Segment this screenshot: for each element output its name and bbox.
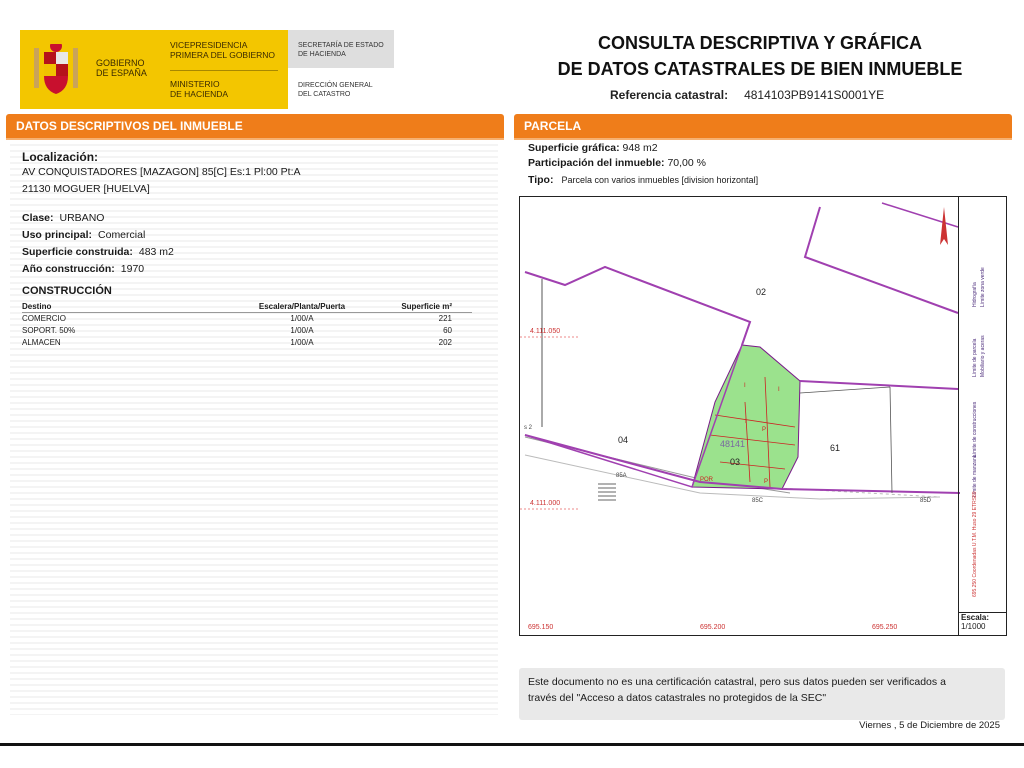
x-coordinate: 695.150: [528, 624, 554, 631]
disclaimer-notice: [519, 668, 1005, 720]
table-header: Destino: [22, 301, 212, 313]
map-svg: [520, 197, 1007, 636]
table-cell: 202: [438, 338, 452, 347]
sup-label: Superficie gráfica:: [528, 142, 620, 154]
table-cell: ALMACEN: [22, 338, 61, 347]
table-row: [22, 325, 472, 337]
unit-label: I: [745, 419, 747, 425]
reference-label: Referencia catastral:: [610, 88, 729, 102]
y-coordinate: 4.111.000: [530, 500, 561, 507]
bottom-border: [0, 743, 1024, 746]
map-legend: [972, 267, 986, 497]
construction-line: [800, 387, 892, 493]
localizacion-label: Localización:: [22, 150, 99, 164]
scale-label: Escala:: [961, 613, 990, 622]
legend-divider: [958, 196, 959, 636]
cadastral-map: [519, 196, 1007, 636]
tipo-row: [528, 174, 758, 186]
divider: [170, 70, 278, 71]
table-cell: COMERCIO: [22, 314, 66, 324]
ministerio-text: MINISTERIO DE HACIENDA: [170, 79, 229, 99]
table-header: Escalera/Planta/Puerta: [212, 301, 392, 313]
unit-label: POR: [700, 477, 714, 483]
table-cell: 1/00/A: [290, 314, 314, 324]
address-line-2: 21130 MOGUER [HUELVA]: [22, 183, 150, 195]
tipo-value: Parcela con varios inmuebles [division horizontal]: [561, 175, 759, 185]
superficie-row: [22, 246, 174, 258]
tipo-label: Tipo:: [528, 174, 554, 186]
unit-label: P: [764, 479, 769, 485]
table-cell: 1/00/A: [290, 326, 314, 335]
clase-row: [22, 212, 104, 224]
superficie-value: 483 m2: [138, 246, 174, 258]
street-number: s 2: [524, 425, 533, 431]
scale-value: 1/1000: [961, 622, 986, 631]
svg-text:695.250 Coordenadas U.T.M. Hus: 695.250 Coordenadas U.T.M. Huso 29 ETRS89: [972, 491, 978, 597]
gobierno-text: GOBIERNO DE ESPAÑA: [96, 58, 147, 78]
parcel-label: 61: [830, 443, 841, 453]
vicepresidencia-text: VICEPRESIDENCIA PRIMERA DEL GOBIERNO: [170, 40, 276, 60]
legend-item: Mobiliario y aceras: [980, 335, 986, 377]
scale-box: [958, 612, 1007, 636]
par-label: Participación del inmueble:: [528, 157, 665, 169]
construction-table: [22, 301, 472, 349]
table-row: [22, 337, 472, 349]
table-cell: 60: [443, 326, 452, 335]
y-coordinate: 4.111.050: [530, 328, 561, 335]
section-header-descriptive: DATOS DESCRIPTIVOS DEL INMUEBLE: [6, 114, 504, 138]
street-number: 85C: [752, 498, 764, 504]
parcel-boundary: [882, 203, 958, 227]
direccion-text: DIRECCIÓN GENERAL DEL CATASTRO: [298, 82, 373, 98]
address-line-1: AV CONQUISTADORES [MAZAGON] 85[C] Es:1 Pl:00 Pt:A: [22, 166, 301, 178]
document-date: Viernes , 5 de Diciembre de 2025: [859, 720, 1000, 731]
table-cell: SOPORT. 50%: [22, 326, 76, 335]
legend-item: Límite zona verde: [980, 267, 986, 307]
table-header: Superficie m²: [392, 301, 472, 313]
unit-label: I: [744, 383, 746, 389]
crosswalk: [598, 484, 616, 500]
clase-label: Clase:: [22, 212, 54, 224]
parcel-label: 02: [756, 287, 767, 297]
projection-label: [972, 491, 978, 597]
cadastral-ref-label: 48141: [720, 439, 746, 449]
uso-row: [22, 229, 145, 241]
unit-label: I: [778, 387, 780, 393]
superficie-grafica-row: [528, 142, 658, 154]
table-cell: 221: [438, 314, 452, 324]
reference-value: 4814103PB9141S0001YE: [744, 88, 885, 102]
table-cell: 1/00/A: [290, 338, 314, 347]
street-number: 85D: [920, 498, 932, 504]
anio-label: Año construcción:: [22, 263, 115, 275]
anio-value: 1970: [120, 263, 145, 275]
notice-line-2: través del "Acceso a datos catastrales no protegidos de la SEC": [528, 692, 827, 704]
parcel-boundary: [805, 207, 958, 313]
north-arrow-icon: [940, 207, 948, 245]
uso-value: Comercial: [98, 229, 146, 241]
legend-item: Límite de manzana: [972, 454, 978, 497]
participacion-row: [528, 157, 706, 169]
legend-item: Límite de construcciones: [972, 401, 978, 457]
section-header-parcel: PARCELA: [514, 114, 1012, 138]
unit-label: P: [762, 427, 767, 433]
table-header-row: [22, 301, 472, 313]
x-coordinate: 695.250: [872, 624, 898, 631]
parcel-label: 03: [730, 457, 741, 467]
superficie-label: Superficie construida:: [22, 246, 133, 258]
construccion-title: CONSTRUCCIÓN: [22, 285, 112, 297]
uso-label: Uso principal:: [22, 229, 93, 241]
legend-item: Límite de parcela: [972, 338, 978, 377]
par-value: 70,00 %: [667, 157, 706, 169]
clase-value: URBANO: [59, 212, 105, 224]
document-title: CONSULTA DESCRIPTIVA Y GRÁFICA DE DATOS CATASTRALES DE BIEN INMUEBLE: [557, 33, 963, 79]
reference-line: [610, 88, 884, 102]
street-number: 85A: [616, 473, 627, 479]
parcel-label: 04: [618, 435, 629, 445]
anio-row: [22, 263, 144, 275]
coat-of-arms-icon: [30, 38, 82, 100]
table-row: [22, 313, 472, 325]
sup-value: 948 m2: [622, 142, 658, 154]
descriptive-panel: [10, 140, 498, 715]
notice-line-1: Este documento no es una certificación catastral, pero sus datos pueden ser verificados a: [528, 676, 946, 688]
x-coordinate: 695.200: [700, 624, 726, 631]
secretaria-text: SECRETARÍA DE ESTADO DE HACIENDA: [298, 42, 384, 58]
legend-item: Hidrografía: [972, 282, 978, 307]
